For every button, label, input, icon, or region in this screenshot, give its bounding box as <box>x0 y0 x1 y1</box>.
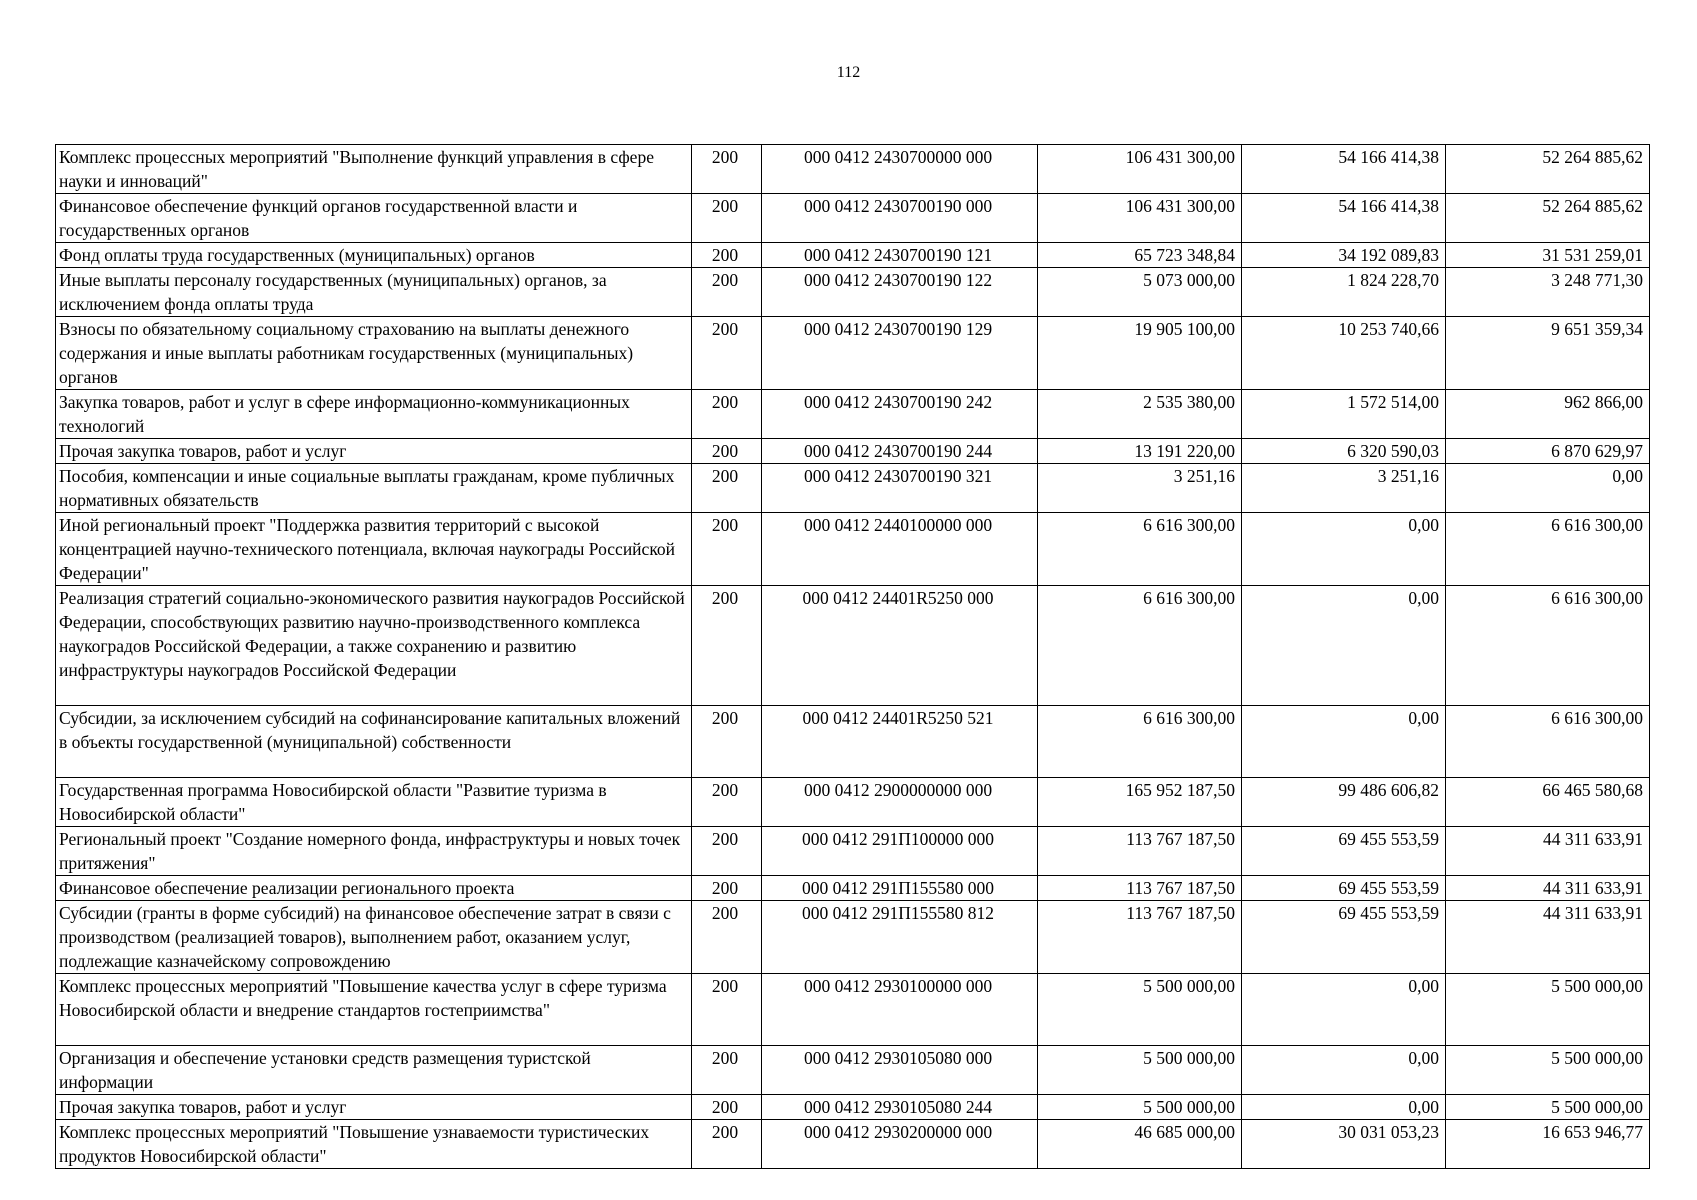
row-unexecuted: 52 264 885,62 <box>1446 145 1650 194</box>
table-row <box>56 513 1650 586</box>
row-line-code: 200 <box>692 974 762 1046</box>
row-line-code: 200 <box>692 317 762 390</box>
row-line-code: 200 <box>692 268 762 317</box>
budget-table <box>55 144 1650 1169</box>
row-approved: 6 616 300,00 <box>1038 586 1242 706</box>
row-name: Государственная программа Новосибирской области "Развитие туризма в Новосибирской области" <box>56 778 692 827</box>
row-approved: 6 616 300,00 <box>1038 513 1242 586</box>
row-executed: 0,00 <box>1242 1095 1446 1120</box>
row-executed: 0,00 <box>1242 1046 1446 1095</box>
row-executed: 0,00 <box>1242 586 1446 706</box>
row-name: Комплекс процессных мероприятий "Повышение узнаваемости туристических продуктов Новосибирской области" <box>56 1120 692 1169</box>
table-row <box>56 390 1650 439</box>
row-approved: 106 431 300,00 <box>1038 145 1242 194</box>
row-unexecuted: 6 870 629,97 <box>1446 439 1650 464</box>
row-line-code: 200 <box>692 439 762 464</box>
row-executed: 1 824 228,70 <box>1242 268 1446 317</box>
row-budget-code: 000 0412 291П155580 000 <box>762 876 1038 901</box>
row-line-code: 200 <box>692 243 762 268</box>
row-budget-code: 000 0412 2430700190 129 <box>762 317 1038 390</box>
table-row <box>56 778 1650 827</box>
row-budget-code: 000 0412 2430700190 242 <box>762 390 1038 439</box>
table-row <box>56 827 1650 876</box>
row-budget-code: 000 0412 291П155580 812 <box>762 901 1038 974</box>
row-approved: 5 073 000,00 <box>1038 268 1242 317</box>
row-name: Прочая закупка товаров, работ и услуг <box>56 439 692 464</box>
row-budget-code: 000 0412 24401R5250 000 <box>762 586 1038 706</box>
row-executed: 6 320 590,03 <box>1242 439 1446 464</box>
row-name: Прочая закупка товаров, работ и услуг <box>56 1095 692 1120</box>
row-approved: 113 767 187,50 <box>1038 876 1242 901</box>
row-budget-code: 000 0412 291П100000 000 <box>762 827 1038 876</box>
row-name: Иной региональный проект "Поддержка развития территорий с высокой концентрацией научно-технического потенциала, включая наукограды Российской Федерации" <box>56 513 692 586</box>
row-name: Комплекс процессных мероприятий "Повышение качества услуг в сфере туризма Новосибирской области и внедрение стандартов гостеприимства" <box>56 974 692 1046</box>
row-name: Региональный проект "Создание номерного фонда, инфраструктуры и новых точек притяжения" <box>56 827 692 876</box>
row-approved: 3 251,16 <box>1038 464 1242 513</box>
row-name: Закупка товаров, работ и услуг в сфере информационно-коммуникационных технологий <box>56 390 692 439</box>
table-row <box>56 1095 1650 1120</box>
row-line-code: 200 <box>692 1095 762 1120</box>
row-name: Финансовое обеспечение реализации регионального проекта <box>56 876 692 901</box>
row-unexecuted: 6 616 300,00 <box>1446 513 1650 586</box>
row-unexecuted: 52 264 885,62 <box>1446 194 1650 243</box>
row-approved: 19 905 100,00 <box>1038 317 1242 390</box>
row-executed: 54 166 414,38 <box>1242 194 1446 243</box>
table-row <box>56 974 1650 1046</box>
table-row <box>56 1120 1650 1169</box>
row-line-code: 200 <box>692 901 762 974</box>
row-budget-code: 000 0412 2430700190 122 <box>762 268 1038 317</box>
row-line-code: 200 <box>692 513 762 586</box>
page-number: 112 <box>836 64 861 81</box>
row-budget-code: 000 0412 2430700190 000 <box>762 194 1038 243</box>
row-name: Пособия, компенсации и иные социальные выплаты гражданам, кроме публичных нормативных обязательств <box>56 464 692 513</box>
row-unexecuted: 6 616 300,00 <box>1446 586 1650 706</box>
row-unexecuted: 9 651 359,34 <box>1446 317 1650 390</box>
row-executed: 3 251,16 <box>1242 464 1446 513</box>
row-approved: 5 500 000,00 <box>1038 1046 1242 1095</box>
table-row <box>56 268 1650 317</box>
table-row <box>56 1046 1650 1095</box>
row-unexecuted: 6 616 300,00 <box>1446 706 1650 778</box>
row-name: Организация и обеспечение установки средств размещения туристской информации <box>56 1046 692 1095</box>
table-row <box>56 145 1650 194</box>
row-unexecuted: 44 311 633,91 <box>1446 901 1650 974</box>
row-executed: 0,00 <box>1242 513 1446 586</box>
row-line-code: 200 <box>692 827 762 876</box>
row-executed: 30 031 053,23 <box>1242 1120 1446 1169</box>
row-budget-code: 000 0412 2930105080 000 <box>762 1046 1038 1095</box>
table-row <box>56 439 1650 464</box>
row-executed: 0,00 <box>1242 706 1446 778</box>
row-budget-code: 000 0412 24401R5250 521 <box>762 706 1038 778</box>
row-unexecuted: 5 500 000,00 <box>1446 974 1650 1046</box>
row-line-code: 200 <box>692 464 762 513</box>
row-executed: 0,00 <box>1242 974 1446 1046</box>
table-row <box>56 317 1650 390</box>
row-line-code: 200 <box>692 778 762 827</box>
row-executed: 69 455 553,59 <box>1242 901 1446 974</box>
row-executed: 69 455 553,59 <box>1242 827 1446 876</box>
row-line-code: 200 <box>692 1120 762 1169</box>
row-executed: 69 455 553,59 <box>1242 876 1446 901</box>
row-unexecuted: 0,00 <box>1446 464 1650 513</box>
row-unexecuted: 16 653 946,77 <box>1446 1120 1650 1169</box>
row-unexecuted: 44 311 633,91 <box>1446 876 1650 901</box>
table-row <box>56 876 1650 901</box>
row-approved: 65 723 348,84 <box>1038 243 1242 268</box>
row-name: Иные выплаты персоналу государственных (муниципальных) органов, за исключением фонда оплаты труда <box>56 268 692 317</box>
row-unexecuted: 5 500 000,00 <box>1446 1046 1650 1095</box>
row-name: Финансовое обеспечение функций органов государственной власти и государственных органов <box>56 194 692 243</box>
table-row <box>56 464 1650 513</box>
row-name: Фонд оплаты труда государственных (муниципальных) органов <box>56 243 692 268</box>
row-budget-code: 000 0412 2430700190 244 <box>762 439 1038 464</box>
row-budget-code: 000 0412 2930200000 000 <box>762 1120 1038 1169</box>
row-approved: 165 952 187,50 <box>1038 778 1242 827</box>
row-executed: 99 486 606,82 <box>1242 778 1446 827</box>
row-budget-code: 000 0412 2430700000 000 <box>762 145 1038 194</box>
row-budget-code: 000 0412 2930100000 000 <box>762 974 1038 1046</box>
row-budget-code: 000 0412 2430700190 121 <box>762 243 1038 268</box>
row-line-code: 200 <box>692 194 762 243</box>
row-name: Взносы по обязательному социальному страхованию на выплаты денежного содержания и иные выплаты работникам государственных (муниципальных) органов <box>56 317 692 390</box>
row-executed: 1 572 514,00 <box>1242 390 1446 439</box>
table-row <box>56 706 1650 778</box>
row-budget-code: 000 0412 2930105080 244 <box>762 1095 1038 1120</box>
row-executed: 10 253 740,66 <box>1242 317 1446 390</box>
row-unexecuted: 44 311 633,91 <box>1446 827 1650 876</box>
row-line-code: 200 <box>692 586 762 706</box>
row-name: Субсидии (гранты в форме субсидий) на финансовое обеспечение затрат в связи с производством (реализацией товаров), выполнением работ, оказанием услуг, подлежащие казначейскому сопровождению <box>56 901 692 974</box>
row-unexecuted: 66 465 580,68 <box>1446 778 1650 827</box>
row-name: Комплекс процессных мероприятий "Выполнение функций управления в сфере науки и инноваций" <box>56 145 692 194</box>
row-approved: 106 431 300,00 <box>1038 194 1242 243</box>
row-approved: 6 616 300,00 <box>1038 706 1242 778</box>
table-row <box>56 243 1650 268</box>
row-budget-code: 000 0412 2430700190 321 <box>762 464 1038 513</box>
row-executed: 34 192 089,83 <box>1242 243 1446 268</box>
row-approved: 113 767 187,50 <box>1038 827 1242 876</box>
row-approved: 13 191 220,00 <box>1038 439 1242 464</box>
row-line-code: 200 <box>692 1046 762 1095</box>
row-unexecuted: 31 531 259,01 <box>1446 243 1650 268</box>
row-approved: 5 500 000,00 <box>1038 1095 1242 1120</box>
row-unexecuted: 962 866,00 <box>1446 390 1650 439</box>
row-executed: 54 166 414,38 <box>1242 145 1446 194</box>
table-row <box>56 194 1650 243</box>
row-approved: 2 535 380,00 <box>1038 390 1242 439</box>
budget-table-body <box>56 145 1650 1169</box>
row-name: Субсидии, за исключением субсидий на софинансирование капитальных вложений в объекты государственной (муниципальной) собственности <box>56 706 692 778</box>
row-budget-code: 000 0412 2900000000 000 <box>762 778 1038 827</box>
table-row <box>56 586 1650 706</box>
row-approved: 5 500 000,00 <box>1038 974 1242 1046</box>
row-approved: 113 767 187,50 <box>1038 901 1242 974</box>
row-approved: 46 685 000,00 <box>1038 1120 1242 1169</box>
row-budget-code: 000 0412 2440100000 000 <box>762 513 1038 586</box>
row-unexecuted: 5 500 000,00 <box>1446 1095 1650 1120</box>
row-unexecuted: 3 248 771,30 <box>1446 268 1650 317</box>
row-line-code: 200 <box>692 876 762 901</box>
row-name: Реализация стратегий социально-экономического развития наукоградов Российской Федерации, способствующих развитию научно-производственного комплекса наукоградов Российской Федерации, а также сохранению и развитию инфраструктуры наукоградов Российской Федерации <box>56 586 692 706</box>
table-row <box>56 901 1650 974</box>
row-line-code: 200 <box>692 706 762 778</box>
row-line-code: 200 <box>692 145 762 194</box>
row-line-code: 200 <box>692 390 762 439</box>
